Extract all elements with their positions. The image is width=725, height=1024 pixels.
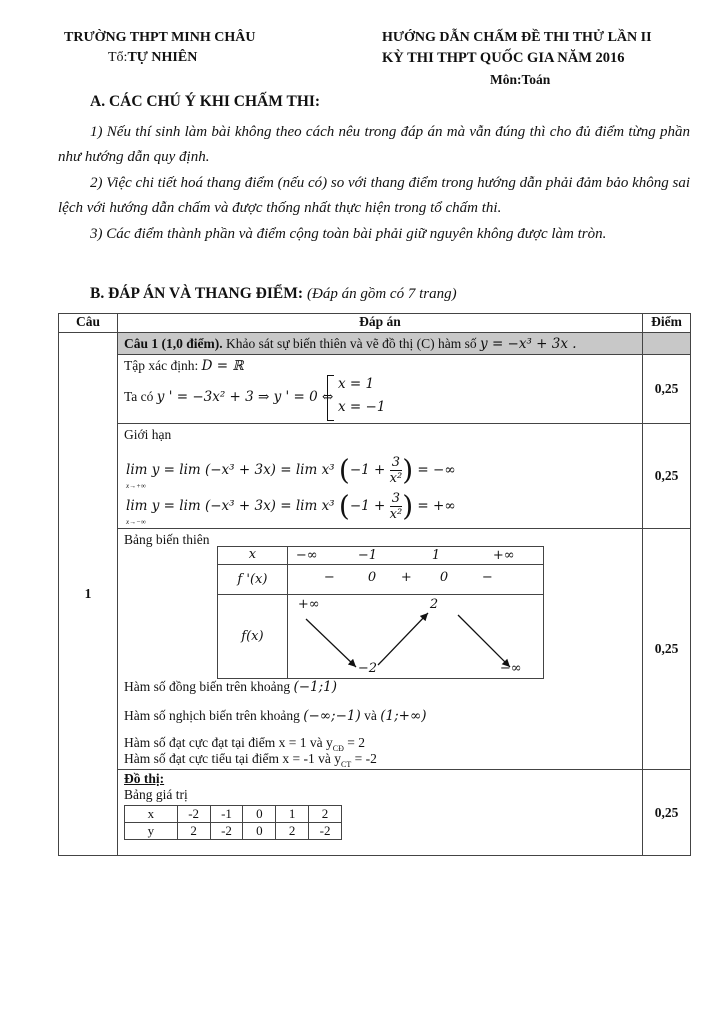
q1-title-bold: Câu 1 (1,0 điểm). <box>124 336 223 351</box>
doc-title-line2: KỲ THI THPT QUỐC GIA NĂM 2016 <box>382 50 625 66</box>
vt-x-label: x <box>218 547 288 565</box>
limit-plus-inf: lim y = lim (−x³ + 3x) = lim x³ (−1 + $\frac{3}{\text{x²}}$ ) = −∞ <box>126 453 456 487</box>
doc-title-line1: HƯỚNG DẪN CHẤM ĐỀ THI THỬ LẦN II <box>382 30 652 45</box>
graph-label: Đồ thị: <box>124 771 165 786</box>
fraction-3-over-x2: $\frac{3}{\text{x²}}$ <box>389 491 403 522</box>
minimum-line: Hàm số đạt cực tiểu tại điểm x = -1 và $y_{CT} = -2$ <box>124 751 377 769</box>
section-b-heading <box>90 285 457 303</box>
limit-minus-inf: lim y = lim (−x³ + 3x) = lim x³ (−1 + $\frac{3}{\text{x²}}$ ) = +∞ <box>126 489 456 523</box>
points-4: 0,25 <box>643 770 691 856</box>
increasing-interval: (−1;1) <box>293 679 338 695</box>
limit-sub-1: x→+∞ <box>126 482 146 490</box>
school-name: TRƯỜNG THPT MINH CHÂU <box>64 30 256 45</box>
points-1: 0,25 <box>643 355 691 424</box>
variation-table <box>217 546 544 679</box>
note-1: 1) Nếu thí sinh làm bài không theo cách nêu trong đáp án mà vẫn đúng thì cho đủ điểm từng phần như hướng dẫn quy định. <box>58 124 690 165</box>
limits-cell <box>118 424 643 529</box>
q1-formula: y = −x³ + 3x . <box>480 336 577 352</box>
arrow-decreasing-1 <box>306 619 356 667</box>
fraction-3-over-x2: $\frac{3}{\text{x²}}$ <box>389 455 403 486</box>
increasing-line: Hàm số đồng biến trên khoảng (−1;1) <box>124 679 338 695</box>
limit-label: Giới hạn <box>124 427 172 442</box>
decreasing-interval-1: (−∞;−1) <box>303 708 361 724</box>
answer-table <box>58 313 691 856</box>
root-1: x = 1 <box>338 376 375 392</box>
arrow-decreasing-2 <box>458 615 510 667</box>
domain-label: Tập xác định: <box>124 358 199 373</box>
vt-x-row: −∞ −1 1 +∞ <box>287 547 543 565</box>
section-b-title: B. ĐÁP ÁN VÀ THANG ĐIỂM: <box>90 285 303 302</box>
question-number: 1 <box>59 333 118 856</box>
decreasing-line: Hàm số nghịch biến trên khoảng (−∞;−1) và (1;+∞) <box>124 708 427 724</box>
q1-title-row <box>118 333 643 355</box>
subject: Môn:Toán <box>490 72 551 87</box>
limit-sub-2: x→−∞ <box>126 518 146 526</box>
derivative-prefix: Ta có <box>124 389 154 404</box>
maximum-line: Hàm số đạt cực đạt tại điểm x = 1 và $y_{CĐ} = 2$ <box>124 735 365 753</box>
decreasing-interval-2: (1;+∞) <box>380 708 427 724</box>
variation-label: Bảng biến thiên <box>124 532 210 547</box>
derivative-formula: y ' = −3x² + 3 ⇒ y ' = 0 ⇔ <box>156 389 334 405</box>
section-a-title: A. CÁC CHÚ Ý KHI CHẤM THI: <box>90 93 321 110</box>
arrow-increasing <box>378 613 428 665</box>
root-bracket <box>327 375 334 421</box>
q1-title-points <box>643 333 691 355</box>
vt-f-label: f(x) <box>218 595 288 679</box>
group-line <box>108 50 197 66</box>
variation-cell <box>118 529 643 770</box>
note-2: 2) Việc chi tiết hoá thang điểm (nếu có) so với thang điểm trong hướng dẫn phải đảm bảo không sai lệch với hướng dẫn chấm và được thống nhất thực hiện trong tổ chấm thi. <box>58 175 690 216</box>
col-header-answer: Đáp án <box>118 314 643 333</box>
root-2: x = −1 <box>338 399 386 415</box>
domain-formula: D = ℝ <box>201 358 244 374</box>
col-header-question: Câu <box>59 314 118 333</box>
group-name: TỰ NHIÊN <box>127 50 198 65</box>
points-2: 0,25 <box>643 424 691 529</box>
col-header-points: Điểm <box>643 314 691 333</box>
q1-title-text: Khảo sát sự biến thiên và vẽ đồ thị (C) hàm số <box>226 336 477 351</box>
vt-fp-label: f '(x) <box>218 565 288 595</box>
vt-f-row: +∞ −2 2 −∞ <box>287 595 543 679</box>
values-row-y: y 2 -2 0 2 -2 <box>125 823 342 840</box>
note-3: 3) Các điểm thành phần và điểm cộng toàn bài phải giữ nguyên không được làm tròn. <box>90 226 607 242</box>
vt-fp-row: − 0 + 0 − <box>287 565 543 595</box>
domain-derivative-cell <box>118 355 643 424</box>
points-3: 0,25 <box>643 529 691 770</box>
values-label: Bảng giá trị <box>124 787 188 802</box>
group-prefix: Tổ: <box>108 50 128 65</box>
variation-arrows <box>288 595 545 679</box>
section-b-subtitle: (Đáp án gồm có 7 trang) <box>307 286 457 302</box>
values-table <box>124 805 342 840</box>
values-row-x: x -2 -1 0 1 2 <box>125 806 342 823</box>
graph-cell <box>118 770 643 856</box>
